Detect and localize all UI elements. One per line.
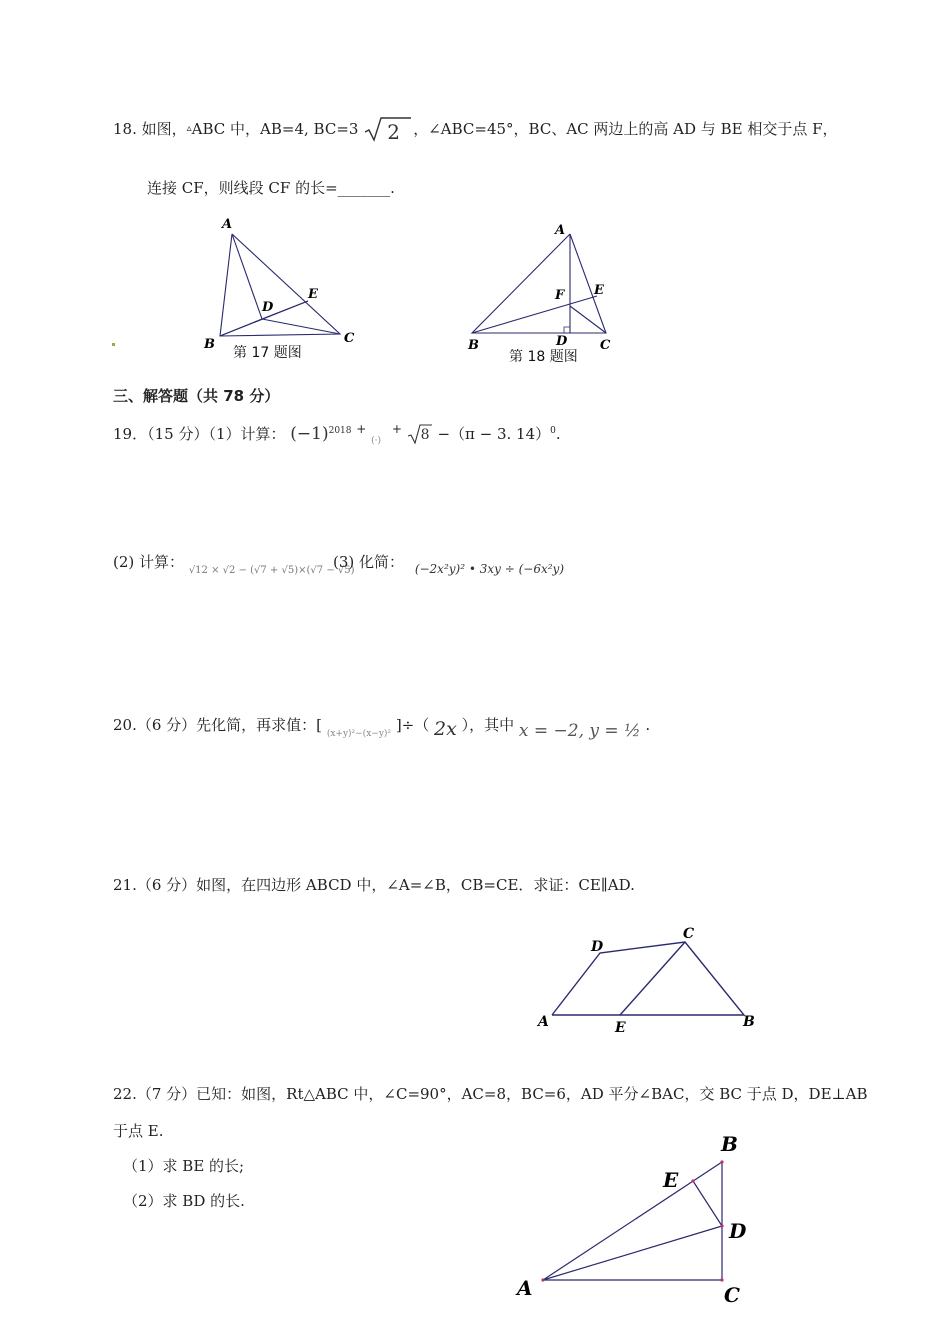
- fig22-point-a: [541, 1278, 544, 1281]
- q19-plus-2: +: [391, 422, 402, 436]
- q18-line1: [113, 118, 838, 142]
- q19-part3: [333, 551, 564, 576]
- figure-21: [530, 920, 765, 1040]
- q22-part2: （2）求 BD 的长.: [123, 1192, 245, 1210]
- q18-text-a: 18. 如图，: [113, 120, 187, 138]
- fig21-label-a: A: [538, 1014, 549, 1030]
- fig18-label-d: D: [556, 334, 568, 349]
- q19-tiny-fraction: (·): [371, 436, 382, 446]
- fig18-label-a: A: [555, 223, 566, 238]
- fig22-point-e: [691, 1179, 694, 1182]
- sqrt2-radicand: 2: [387, 120, 400, 144]
- q19-neg-one: (−1): [290, 424, 329, 444]
- q19-exponent-0: 0: [550, 426, 556, 436]
- q20-line: [113, 714, 650, 741]
- fig17-segment-dc: [262, 319, 340, 334]
- fig17-label-b: B: [204, 337, 215, 352]
- q20-end: .: [645, 716, 651, 734]
- q22-part1: （1）求 BE 的长;: [123, 1157, 245, 1175]
- fig17-caption: 第 17 题图: [233, 345, 302, 361]
- q19-part2-label: (2) 计算：: [113, 553, 185, 571]
- q19-pi-term: −（π − 3. 14）: [437, 425, 551, 443]
- fig22-point-c: [720, 1278, 723, 1281]
- q19-part3-label: (3) 化简：: [333, 553, 405, 571]
- fig21-label-b: B: [743, 1014, 755, 1030]
- fig17-label-a: A: [222, 217, 233, 232]
- fig17-triangle: [220, 234, 340, 336]
- fig18-label-e: E: [594, 283, 604, 298]
- q19-plus-1: +: [356, 422, 367, 436]
- fig21-label-d: D: [591, 939, 604, 955]
- fig22-bisector-ad: [543, 1226, 722, 1280]
- q20-close2: ），其中: [461, 716, 515, 734]
- q22-line1: 22.（7 分）已知：如图，Rt△ABC 中，∠C=90°，AC=8，BC=6，AD 平分∠BAC，交 BC 于点 D，DE⊥AB: [113, 1085, 868, 1103]
- fig18-right-angle: [564, 327, 570, 333]
- fig22-label-b: B: [721, 1132, 738, 1156]
- fig17-label-e: E: [308, 287, 318, 302]
- q18-text-c: ，∠ABC=45°，BC、AC 两边上的高 AD 与 BE 相交于点 F，: [413, 120, 838, 138]
- q20-intro: 20.（6 分）先化简，再求值：[: [113, 716, 323, 734]
- fig18-caption: 第 18 题图: [509, 349, 578, 365]
- fig21-quadrilateral: [552, 942, 744, 1015]
- fig17-label-d: D: [262, 300, 274, 315]
- sqrt8-expression: [407, 424, 433, 444]
- fig22-point-b: [720, 1160, 723, 1163]
- fig22-point-d: [720, 1224, 723, 1227]
- q20-denominator: 2x: [434, 718, 457, 740]
- q20-tiny-numerator: (x+y)²−(x−y)²: [326, 729, 392, 739]
- sqrt2-expression: [363, 118, 413, 142]
- fig21-label-e: E: [615, 1020, 626, 1036]
- fig17-label-c: C: [344, 331, 355, 346]
- speck-decoration: [112, 343, 115, 346]
- sqrt8-radicand: 8: [420, 427, 430, 443]
- q19-part2-expression: √12 × √2 − (√7 + √5)×(√7 − √5): [188, 565, 355, 576]
- q21-text: 21.（6 分）如图，在四边形 ABCD 中，∠A=∠B，CB=CE．求证：CE∥AD.: [113, 876, 635, 894]
- q19-part3-expression: (−2x²y)² • 3xy ÷ (−6x²y): [414, 562, 565, 576]
- fig22-label-a: A: [517, 1276, 533, 1300]
- figure-18: [460, 220, 630, 355]
- fig22-label-c: C: [724, 1283, 740, 1307]
- q19-end: .: [555, 425, 561, 443]
- q19-intro: 19．（15 分）（1）计算：: [113, 425, 286, 443]
- fig21-segment-ce: [620, 942, 685, 1015]
- fig22-label-e: E: [663, 1168, 679, 1192]
- fig21-label-c: C: [683, 926, 695, 942]
- q19-exponent-2018: 2018: [328, 426, 352, 436]
- fig18-label-b: B: [468, 338, 479, 353]
- q19-part1: [113, 422, 561, 446]
- q20-close: ]÷（: [395, 716, 430, 734]
- fig22-label-d: D: [729, 1219, 747, 1243]
- section3-title: 三、解答题（共 78 分）: [113, 387, 280, 405]
- fig18-label-f: F: [555, 288, 565, 303]
- q19-part2: [113, 551, 355, 576]
- figure-22: [505, 1125, 775, 1315]
- triangle-icon: ▵: [186, 123, 192, 134]
- q20-values: x = −2, y = ½: [518, 721, 641, 741]
- q18-text-b: ABC 中，AB=4, BC=3: [191, 120, 359, 138]
- figure-17: [190, 212, 370, 352]
- q18-line2: 连接 CF，则线段 CF 的长=_______.: [147, 179, 395, 197]
- fig22-perpendicular-de: [693, 1181, 722, 1226]
- fig17-segment-ad: [232, 234, 262, 319]
- fig22-triangle: [543, 1162, 722, 1280]
- fig18-label-c: C: [600, 338, 611, 353]
- q22-line2: 于点 E.: [113, 1122, 164, 1140]
